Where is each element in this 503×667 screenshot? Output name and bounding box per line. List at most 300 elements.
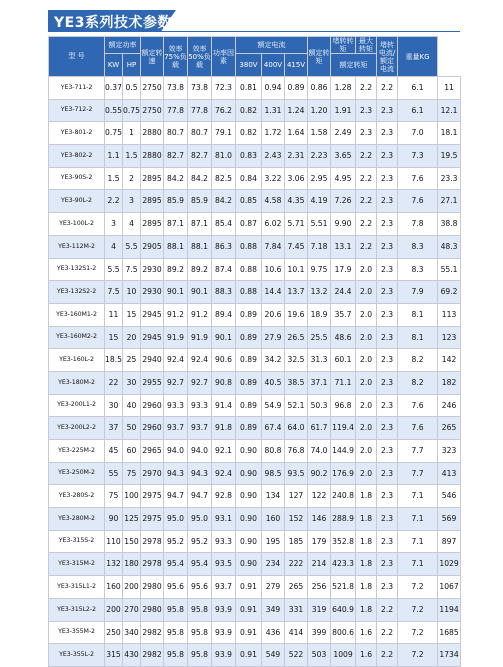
cell-eff50: 82.7 bbox=[188, 145, 212, 168]
cell-current-ratio: 2.3 bbox=[377, 553, 398, 576]
cell-current-ratio: 2.3 bbox=[377, 213, 398, 236]
cell-max-torque: 1.8 bbox=[356, 485, 377, 508]
cell-eff50: 91.2 bbox=[188, 303, 212, 326]
cell-locked-torque: 17.9 bbox=[331, 258, 356, 281]
cell-rated-torque: 179 bbox=[308, 530, 331, 553]
cell-i400: 34.2 bbox=[262, 349, 285, 372]
cell-i415: 26.5 bbox=[285, 326, 308, 349]
cell-weight: 7.2 bbox=[398, 621, 438, 644]
cell-weight: 8.1 bbox=[398, 326, 438, 349]
cell-i380: 0.91 bbox=[236, 621, 262, 644]
cell-locked-torque: 9.90 bbox=[331, 213, 356, 236]
cell-kw: 1.5 bbox=[105, 167, 123, 190]
table-row bbox=[49, 553, 461, 576]
cell-speed: 2945 bbox=[141, 303, 164, 326]
cell-i400: 40.5 bbox=[262, 371, 285, 394]
cell-weight: 7.2 bbox=[398, 644, 438, 667]
cell-i380: 0.90 bbox=[236, 440, 262, 463]
cell-hp: 75 bbox=[123, 462, 141, 485]
cell-current-ratio: 2.2 bbox=[377, 644, 398, 667]
cell-model: YE3-802-2 bbox=[49, 145, 105, 168]
cell-hp: 270 bbox=[123, 598, 141, 621]
cell-model: YE3-801-2 bbox=[49, 122, 105, 145]
cell-hp: 5.5 bbox=[123, 235, 141, 258]
cell-power-factor: 87.4 bbox=[212, 258, 236, 281]
cell-hp: 0.5 bbox=[123, 77, 141, 100]
cell-weight: 7.1 bbox=[398, 508, 438, 531]
cell-max-torque: 2.2 bbox=[356, 167, 377, 190]
cell-i415: 3.06 bbox=[285, 167, 308, 190]
cell-eff50: 91.9 bbox=[188, 326, 212, 349]
cell-model: YE3-100L-2 bbox=[49, 213, 105, 236]
cell-i400: 98.5 bbox=[262, 462, 285, 485]
cell-eff75: 89.2 bbox=[164, 258, 188, 281]
cell-rated-torque: 503 bbox=[308, 644, 331, 667]
cell-i415: 1.64 bbox=[285, 122, 308, 145]
cell-model: YE3-711-2 bbox=[49, 77, 105, 100]
cell-i415: 414 bbox=[285, 621, 308, 644]
table-row bbox=[49, 530, 461, 553]
cell-current-ratio: 2.3 bbox=[377, 417, 398, 440]
cell-model: YE3-160M1-2 bbox=[49, 303, 105, 326]
cell-kw: 30 bbox=[105, 394, 123, 417]
cell-i380: 0.89 bbox=[236, 326, 262, 349]
cell-eff75: 87.1 bbox=[164, 213, 188, 236]
cell-locked-torque: 640.9 bbox=[331, 598, 356, 621]
spec-table-body bbox=[49, 77, 461, 667]
cell-power-factor: 93.9 bbox=[212, 621, 236, 644]
cell-eff75: 95.2 bbox=[164, 530, 188, 553]
cell-power-factor: 90.8 bbox=[212, 371, 236, 394]
cell-i380: 0.89 bbox=[236, 349, 262, 372]
cell-eff50: 94.0 bbox=[188, 440, 212, 463]
cell-i400: 80.8 bbox=[262, 440, 285, 463]
cell-i415: 331 bbox=[285, 598, 308, 621]
cell-kw: 0.55 bbox=[105, 99, 123, 122]
cell-i380: 0.91 bbox=[236, 644, 262, 667]
cell-eff75: 93.3 bbox=[164, 394, 188, 417]
cell-i415: 13.7 bbox=[285, 281, 308, 304]
cell-i400: 234 bbox=[262, 553, 285, 576]
cell-i415: 4.35 bbox=[285, 190, 308, 213]
cell-current-ratio: 2.3 bbox=[377, 145, 398, 168]
header-speed: 额定转速 bbox=[141, 37, 164, 77]
cell-power-factor: 85.4 bbox=[212, 213, 236, 236]
cell-i415: 5.71 bbox=[285, 213, 308, 236]
cell-col15: 23.3 bbox=[438, 167, 461, 190]
cell-speed: 2965 bbox=[141, 440, 164, 463]
cell-rated-torque: 399 bbox=[308, 621, 331, 644]
cell-model: YE3-180M-2 bbox=[49, 371, 105, 394]
spec-table bbox=[48, 36, 461, 667]
cell-current-ratio: 2.3 bbox=[377, 440, 398, 463]
cell-hp: 1.5 bbox=[123, 145, 141, 168]
cell-max-torque: 2.2 bbox=[356, 190, 377, 213]
table-row bbox=[49, 644, 461, 667]
cell-locked-torque: 800.6 bbox=[331, 621, 356, 644]
cell-locked-torque: 521.8 bbox=[331, 576, 356, 599]
cell-eff50: 92.7 bbox=[188, 371, 212, 394]
cell-hp: 430 bbox=[123, 644, 141, 667]
cell-speed: 2980 bbox=[141, 576, 164, 599]
cell-model: YE3-280S-2 bbox=[49, 485, 105, 508]
cell-col15: 38.8 bbox=[438, 213, 461, 236]
cell-col15: 18.1 bbox=[438, 122, 461, 145]
header-v400: 400V bbox=[262, 54, 285, 77]
table-row bbox=[49, 349, 461, 372]
cell-current-ratio: 2.2 bbox=[377, 621, 398, 644]
cell-max-torque: 1.6 bbox=[356, 644, 377, 667]
cell-power-factor: 93.9 bbox=[212, 644, 236, 667]
cell-i380: 0.82 bbox=[236, 122, 262, 145]
cell-i380: 0.91 bbox=[236, 598, 262, 621]
cell-rated-torque: 1.20 bbox=[308, 99, 331, 122]
cell-kw: 75 bbox=[105, 485, 123, 508]
cell-eff75: 91.9 bbox=[164, 326, 188, 349]
cell-i400: 10.6 bbox=[262, 258, 285, 281]
cell-speed: 2895 bbox=[141, 213, 164, 236]
cell-kw: 0.75 bbox=[105, 122, 123, 145]
cell-i400: 7.84 bbox=[262, 235, 285, 258]
cell-kw: 55 bbox=[105, 462, 123, 485]
cell-speed: 2975 bbox=[141, 508, 164, 531]
cell-col15: 19.5 bbox=[438, 145, 461, 168]
cell-locked-torque: 35.7 bbox=[331, 303, 356, 326]
cell-hp: 60 bbox=[123, 440, 141, 463]
cell-eff50: 94.7 bbox=[188, 485, 212, 508]
cell-max-torque: 2.0 bbox=[356, 326, 377, 349]
cell-rated-torque: 319 bbox=[308, 598, 331, 621]
table-row bbox=[49, 77, 461, 100]
cell-rated-torque: 4.19 bbox=[308, 190, 331, 213]
cell-eff75: 95.8 bbox=[164, 598, 188, 621]
cell-hp: 340 bbox=[123, 621, 141, 644]
cell-hp: 50 bbox=[123, 417, 141, 440]
cell-speed: 2982 bbox=[141, 621, 164, 644]
cell-speed: 2970 bbox=[141, 462, 164, 485]
cell-i380: 0.88 bbox=[236, 258, 262, 281]
cell-weight: 6.1 bbox=[398, 99, 438, 122]
cell-eff75: 90.1 bbox=[164, 281, 188, 304]
cell-rated-torque: 5.51 bbox=[308, 213, 331, 236]
header-current-ratio: 堵转电流/额定电流 bbox=[377, 37, 398, 77]
cell-max-torque: 1.8 bbox=[356, 576, 377, 599]
cell-hp: 30 bbox=[123, 371, 141, 394]
cell-locked-torque: 288.9 bbox=[331, 508, 356, 531]
cell-col15: 48.3 bbox=[438, 235, 461, 258]
cell-i380: 0.87 bbox=[236, 213, 262, 236]
table-row bbox=[49, 576, 461, 599]
cell-weight: 7.7 bbox=[398, 462, 438, 485]
cell-kw: 22 bbox=[105, 371, 123, 394]
cell-eff50: 73.8 bbox=[188, 77, 212, 100]
cell-col15: 265 bbox=[438, 417, 461, 440]
cell-i415: 19.6 bbox=[285, 303, 308, 326]
cell-current-ratio: 2.3 bbox=[377, 371, 398, 394]
table-row bbox=[49, 394, 461, 417]
cell-col15: 1734 bbox=[438, 644, 461, 667]
header-rated-current: 额定电流 bbox=[236, 37, 308, 54]
cell-kw: 110 bbox=[105, 530, 123, 553]
cell-i400: 1.31 bbox=[262, 99, 285, 122]
cell-locked-torque: 3.65 bbox=[331, 145, 356, 168]
cell-power-factor: 93.7 bbox=[212, 576, 236, 599]
cell-hp: 1 bbox=[123, 122, 141, 145]
cell-eff75: 95.8 bbox=[164, 621, 188, 644]
cell-speed: 2982 bbox=[141, 644, 164, 667]
cell-locked-torque: 1.28 bbox=[331, 77, 356, 100]
cell-col15: 1194 bbox=[438, 598, 461, 621]
cell-current-ratio: 2.3 bbox=[377, 326, 398, 349]
table-row bbox=[49, 371, 461, 394]
cell-eff75: 80.7 bbox=[164, 122, 188, 145]
cell-eff50: 87.1 bbox=[188, 213, 212, 236]
cell-eff50: 94.3 bbox=[188, 462, 212, 485]
cell-col15: 323 bbox=[438, 440, 461, 463]
header-weight: 重量KG bbox=[398, 37, 438, 77]
cell-hp: 200 bbox=[123, 576, 141, 599]
cell-weight: 7.6 bbox=[398, 167, 438, 190]
cell-weight: 7.0 bbox=[398, 122, 438, 145]
cell-rated-torque: 7.18 bbox=[308, 235, 331, 258]
cell-max-torque: 1.8 bbox=[356, 530, 377, 553]
cell-col15: 55.1 bbox=[438, 258, 461, 281]
cell-power-factor: 84.2 bbox=[212, 190, 236, 213]
cell-eff75: 84.2 bbox=[164, 167, 188, 190]
cell-hp: 150 bbox=[123, 530, 141, 553]
cell-rated-torque: 13.2 bbox=[308, 281, 331, 304]
cell-max-torque: 2.0 bbox=[356, 440, 377, 463]
cell-model: YE3-132S1-2 bbox=[49, 258, 105, 281]
cell-i400: 2.43 bbox=[262, 145, 285, 168]
cell-i400: 6.02 bbox=[262, 213, 285, 236]
cell-i415: 10.1 bbox=[285, 258, 308, 281]
cell-weight: 7.3 bbox=[398, 145, 438, 168]
cell-locked-torque: 13.1 bbox=[331, 235, 356, 258]
cell-i380: 0.83 bbox=[236, 145, 262, 168]
cell-model: YE3-200L2-2 bbox=[49, 417, 105, 440]
cell-current-ratio: 2.3 bbox=[377, 576, 398, 599]
cell-speed: 2895 bbox=[141, 167, 164, 190]
cell-hp: 3 bbox=[123, 190, 141, 213]
cell-max-torque: 2.2 bbox=[356, 145, 377, 168]
cell-power-factor: 93.9 bbox=[212, 598, 236, 621]
cell-max-torque: 1.8 bbox=[356, 598, 377, 621]
cell-i400: 67.4 bbox=[262, 417, 285, 440]
cell-rated-torque: 146 bbox=[308, 508, 331, 531]
cell-eff75: 92.4 bbox=[164, 349, 188, 372]
header-v380: 380V bbox=[236, 54, 262, 77]
table-row bbox=[49, 621, 461, 644]
cell-max-torque: 2.0 bbox=[356, 281, 377, 304]
cell-hp: 15 bbox=[123, 303, 141, 326]
cell-eff50: 80.7 bbox=[188, 122, 212, 145]
cell-max-torque: 1.8 bbox=[356, 508, 377, 531]
table-row bbox=[49, 462, 461, 485]
table-row bbox=[49, 485, 461, 508]
table-row bbox=[49, 440, 461, 463]
table-row bbox=[49, 258, 461, 281]
cell-i400: 160 bbox=[262, 508, 285, 531]
cell-speed: 2895 bbox=[141, 190, 164, 213]
cell-model: YE3-355M-2 bbox=[49, 621, 105, 644]
cell-i380: 0.88 bbox=[236, 235, 262, 258]
cell-hp: 40 bbox=[123, 394, 141, 417]
cell-hp: 20 bbox=[123, 326, 141, 349]
cell-model: YE3-315S-2 bbox=[49, 530, 105, 553]
cell-eff50: 95.0 bbox=[188, 508, 212, 531]
cell-rated-torque: 25.5 bbox=[308, 326, 331, 349]
cell-power-factor: 79.1 bbox=[212, 122, 236, 145]
header-v415: 415V bbox=[285, 54, 308, 77]
table-row bbox=[49, 122, 461, 145]
cell-i380: 0.84 bbox=[236, 167, 262, 190]
header-rated-torque: 额定转矩 bbox=[308, 37, 331, 77]
cell-current-ratio: 2.3 bbox=[377, 190, 398, 213]
cell-kw: 200 bbox=[105, 598, 123, 621]
cell-i380: 0.90 bbox=[236, 462, 262, 485]
cell-weight: 8.3 bbox=[398, 258, 438, 281]
cell-i380: 0.85 bbox=[236, 190, 262, 213]
cell-current-ratio: 2.3 bbox=[377, 530, 398, 553]
cell-eff50: 77.8 bbox=[188, 99, 212, 122]
cell-eff75: 77.8 bbox=[164, 99, 188, 122]
cell-hp: 0.75 bbox=[123, 99, 141, 122]
cell-model: YE3-90S-2 bbox=[49, 167, 105, 190]
cell-power-factor: 86.3 bbox=[212, 235, 236, 258]
cell-model: YE3-160M2-2 bbox=[49, 326, 105, 349]
cell-model: YE3-90L-2 bbox=[49, 190, 105, 213]
cell-hp: 125 bbox=[123, 508, 141, 531]
cell-rated-torque: 122 bbox=[308, 485, 331, 508]
cell-i380: 0.90 bbox=[236, 508, 262, 531]
header-max-torque: 最大转矩 bbox=[356, 37, 377, 54]
cell-eff50: 95.8 bbox=[188, 621, 212, 644]
cell-speed: 2955 bbox=[141, 371, 164, 394]
cell-model: YE3-712-2 bbox=[49, 99, 105, 122]
cell-current-ratio: 2.3 bbox=[377, 235, 398, 258]
cell-rated-torque: 0.86 bbox=[308, 77, 331, 100]
cell-locked-torque: 176.9 bbox=[331, 462, 356, 485]
cell-weight: 8.3 bbox=[398, 235, 438, 258]
cell-eff50: 92.4 bbox=[188, 349, 212, 372]
cell-col15: 1029 bbox=[438, 553, 461, 576]
page-title: YE3系列技术参数 bbox=[54, 15, 172, 31]
cell-max-torque: 2.3 bbox=[356, 122, 377, 145]
cell-model: YE3-132S2-2 bbox=[49, 281, 105, 304]
cell-current-ratio: 2.3 bbox=[377, 167, 398, 190]
table-row bbox=[49, 145, 461, 168]
cell-max-torque: 2.0 bbox=[356, 349, 377, 372]
cell-i380: 0.89 bbox=[236, 371, 262, 394]
cell-weight: 7.2 bbox=[398, 598, 438, 621]
cell-speed: 2880 bbox=[141, 122, 164, 145]
cell-eff75: 95.4 bbox=[164, 553, 188, 576]
cell-eff50: 95.8 bbox=[188, 598, 212, 621]
cell-eff75: 95.8 bbox=[164, 644, 188, 667]
cell-current-ratio: 2.3 bbox=[377, 349, 398, 372]
cell-kw: 132 bbox=[105, 553, 123, 576]
cell-col15: 546 bbox=[438, 485, 461, 508]
cell-kw: 1.1 bbox=[105, 145, 123, 168]
cell-weight: 8.2 bbox=[398, 349, 438, 372]
cell-rated-torque: 2.23 bbox=[308, 145, 331, 168]
cell-rated-torque: 31.3 bbox=[308, 349, 331, 372]
cell-eff75: 95.6 bbox=[164, 576, 188, 599]
cell-weight: 7.1 bbox=[398, 485, 438, 508]
cell-eff50: 93.7 bbox=[188, 417, 212, 440]
cell-max-torque: 2.0 bbox=[356, 417, 377, 440]
cell-current-ratio: 2.3 bbox=[377, 258, 398, 281]
cell-kw: 90 bbox=[105, 508, 123, 531]
cell-locked-torque: 2.49 bbox=[331, 122, 356, 145]
cell-hp: 2 bbox=[123, 167, 141, 190]
cell-i380: 0.91 bbox=[236, 576, 262, 599]
cell-eff75: 73.8 bbox=[164, 77, 188, 100]
cell-weight: 7.1 bbox=[398, 530, 438, 553]
cell-eff50: 93.3 bbox=[188, 394, 212, 417]
cell-hp: 4 bbox=[123, 213, 141, 236]
cell-i415: 522 bbox=[285, 644, 308, 667]
cell-current-ratio: 2.3 bbox=[377, 485, 398, 508]
cell-i380: 0.90 bbox=[236, 530, 262, 553]
cell-weight: 7.1 bbox=[398, 553, 438, 576]
cell-kw: 37 bbox=[105, 417, 123, 440]
cell-model: YE3-160L-2 bbox=[49, 349, 105, 372]
cell-col15: 123 bbox=[438, 326, 461, 349]
cell-i400: 4.58 bbox=[262, 190, 285, 213]
cell-hp: 100 bbox=[123, 485, 141, 508]
table-row bbox=[49, 235, 461, 258]
cell-max-torque: 2.2 bbox=[356, 77, 377, 100]
cell-speed: 2905 bbox=[141, 235, 164, 258]
cell-eff75: 92.7 bbox=[164, 371, 188, 394]
cell-i415: 1.24 bbox=[285, 99, 308, 122]
cell-i400: 54.9 bbox=[262, 394, 285, 417]
cell-speed: 2880 bbox=[141, 145, 164, 168]
cell-i380: 0.90 bbox=[236, 485, 262, 508]
cell-i400: 195 bbox=[262, 530, 285, 553]
table-row bbox=[49, 303, 461, 326]
cell-power-factor: 88.3 bbox=[212, 281, 236, 304]
cell-i400: 14.4 bbox=[262, 281, 285, 304]
cell-max-torque: 2.0 bbox=[356, 462, 377, 485]
cell-col15: 1685 bbox=[438, 621, 461, 644]
cell-kw: 11 bbox=[105, 303, 123, 326]
cell-col15: 142 bbox=[438, 349, 461, 372]
cell-weight: 7.7 bbox=[398, 440, 438, 463]
cell-speed: 2750 bbox=[141, 99, 164, 122]
cell-i415: 7.45 bbox=[285, 235, 308, 258]
cell-kw: 15 bbox=[105, 326, 123, 349]
cell-eff50: 88.1 bbox=[188, 235, 212, 258]
cell-rated-torque: 61.7 bbox=[308, 417, 331, 440]
cell-eff75: 88.1 bbox=[164, 235, 188, 258]
cell-power-factor: 90.6 bbox=[212, 349, 236, 372]
cell-current-ratio: 2.3 bbox=[377, 281, 398, 304]
cell-rated-torque: 1.58 bbox=[308, 122, 331, 145]
cell-i415: 222 bbox=[285, 553, 308, 576]
cell-current-ratio: 2.3 bbox=[377, 508, 398, 531]
title-underline bbox=[48, 31, 460, 32]
cell-eff50: 85.9 bbox=[188, 190, 212, 213]
cell-weight: 7.8 bbox=[398, 213, 438, 236]
header-torque-ratio: 额定转矩 bbox=[331, 54, 377, 77]
cell-current-ratio: 2.3 bbox=[377, 462, 398, 485]
cell-col15: 69.2 bbox=[438, 281, 461, 304]
cell-locked-torque: 24.4 bbox=[331, 281, 356, 304]
table-row bbox=[49, 326, 461, 349]
